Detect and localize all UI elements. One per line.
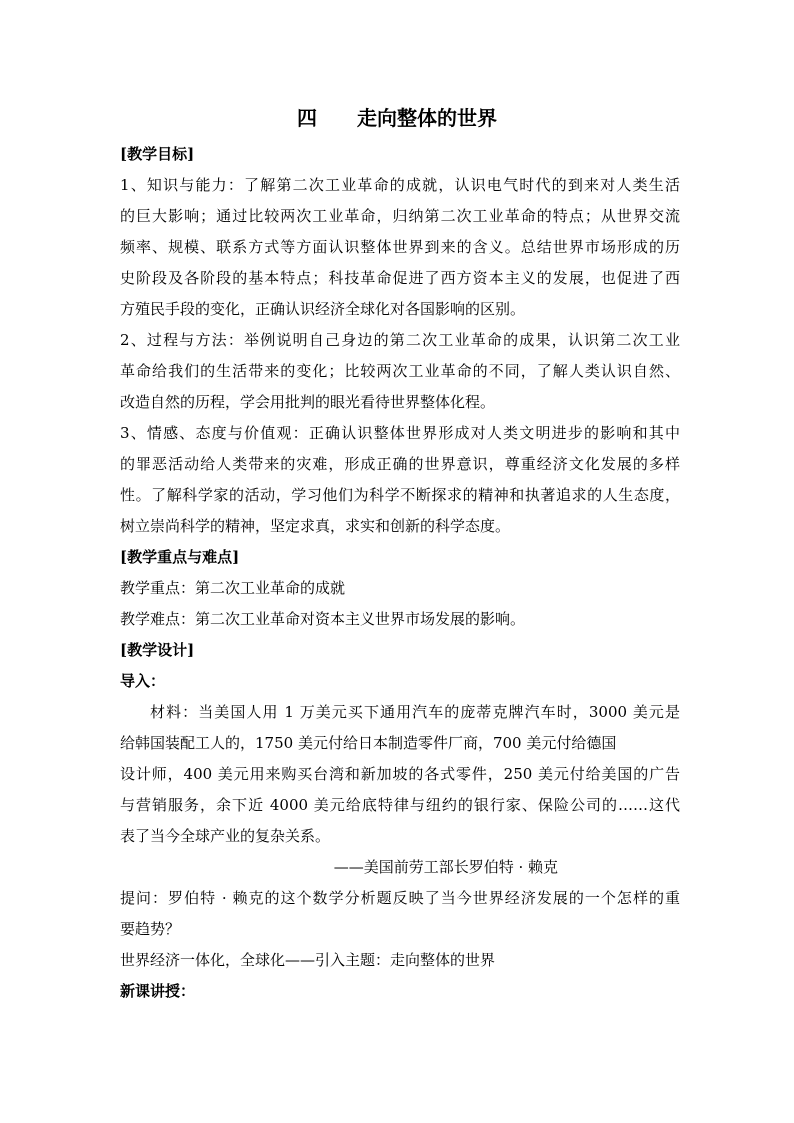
paragraph-line: 性。了解科学家的活动，学习他们为科学不断探求的精神和执著追求的人生态度， — [120, 486, 680, 504]
paragraph-line: 方殖民手段的变化，正确认识经济全球化对各国影响的区别。 — [120, 300, 526, 318]
paragraph-line: 3、情感、态度与价值观：正确认识整体世界形成对人类文明进步的影响和其中 — [120, 424, 680, 442]
paragraph-line: 与营销服务，余下近 4000 美元给底特律与纽约的银行家、保险公司的……这代 — [120, 796, 680, 814]
key-point-text: 教学重点：第二次工业革命的成就 — [120, 579, 346, 597]
paragraph-line: 2、过程与方法：举例说明自己身边的第二次工业革命的成果，认识第二次工业 — [120, 331, 680, 349]
section-heading-goals: [教学目标] — [120, 145, 195, 163]
intro-heading: 导入： — [120, 672, 166, 690]
difficult-point-text: 教学难点：第二次工业革命对资本主义世界市场发展的影响。 — [120, 610, 526, 628]
paragraph-line: 的巨大影响；通过比较两次工业革命，归纳第二次工业革命的特点；从世界交流 — [120, 207, 680, 225]
paragraph-line: 材料：当美国人用 1 万美元买下通用汽车的庞蒂克牌汽车时，3000 美元是 — [150, 703, 680, 721]
document-body — [120, 139, 680, 1007]
goal-knowledge-paragraph — [120, 170, 680, 325]
section-heading-design: [教学设计] — [120, 641, 195, 659]
paragraph-line: 革命给我们的生活带来的变化；比较两次工业革命的不同，了解人类认识自然、 — [120, 362, 680, 380]
paragraph-line: 史阶段及各阶段的基本特点；科技革命促进了西方资本主义的发展，也促进了西 — [120, 269, 680, 287]
page-title: 四 走向整体的世界 — [297, 106, 497, 130]
goal-emotion-paragraph — [120, 418, 680, 542]
paragraph-line: 要趋势？ — [120, 920, 181, 938]
paragraph-line: 改造自然的历程，学会用批判的眼光看待世界整体化程。 — [120, 393, 496, 411]
material-paragraph — [120, 697, 680, 852]
paragraph-line: 提问：罗伯特 · 赖克的这个数学分析题反映了当今世界经济发展的一个怎样的重 — [120, 889, 680, 907]
goal-process-paragraph — [120, 325, 680, 418]
paragraph-line: 频率、规模、联系方式等方面认识整体世界到来的含义。总结世界市场形成的历 — [120, 238, 680, 256]
answer-text: 世界经济一体化，全球化——引入主题：走向整体的世界 — [120, 951, 496, 969]
new-lesson-heading: 新课讲授： — [120, 982, 196, 1000]
paragraph-line: 1、知识与能力：了解第二次工业革命的成就，认识电气时代的到来对人类生活 — [120, 176, 680, 194]
paragraph-line: 表了当今全球产业的复杂关系。 — [120, 827, 331, 845]
paragraph-line: 设计师，400 美元用来购买台湾和新加坡的各式零件，250 美元付给美国的广告 — [120, 765, 680, 783]
paragraph-line: 给韩国装配工人的，1750 美元付给日本制造零件厂商，700 美元付给德国 — [120, 734, 617, 752]
quote-attribution: ——美国前劳工部长罗伯特 · 赖克 — [333, 858, 558, 876]
paragraph-line: 树立崇尚科学的精神，坚定求真，求实和创新的科学态度。 — [120, 517, 511, 535]
question-paragraph — [120, 883, 680, 945]
section-heading-key-points: [教学重点与难点] — [120, 548, 240, 566]
paragraph-line: 的罪恶活动给人类带来的灾难，形成正确的世界意识，尊重经济文化发展的多样 — [120, 455, 680, 473]
